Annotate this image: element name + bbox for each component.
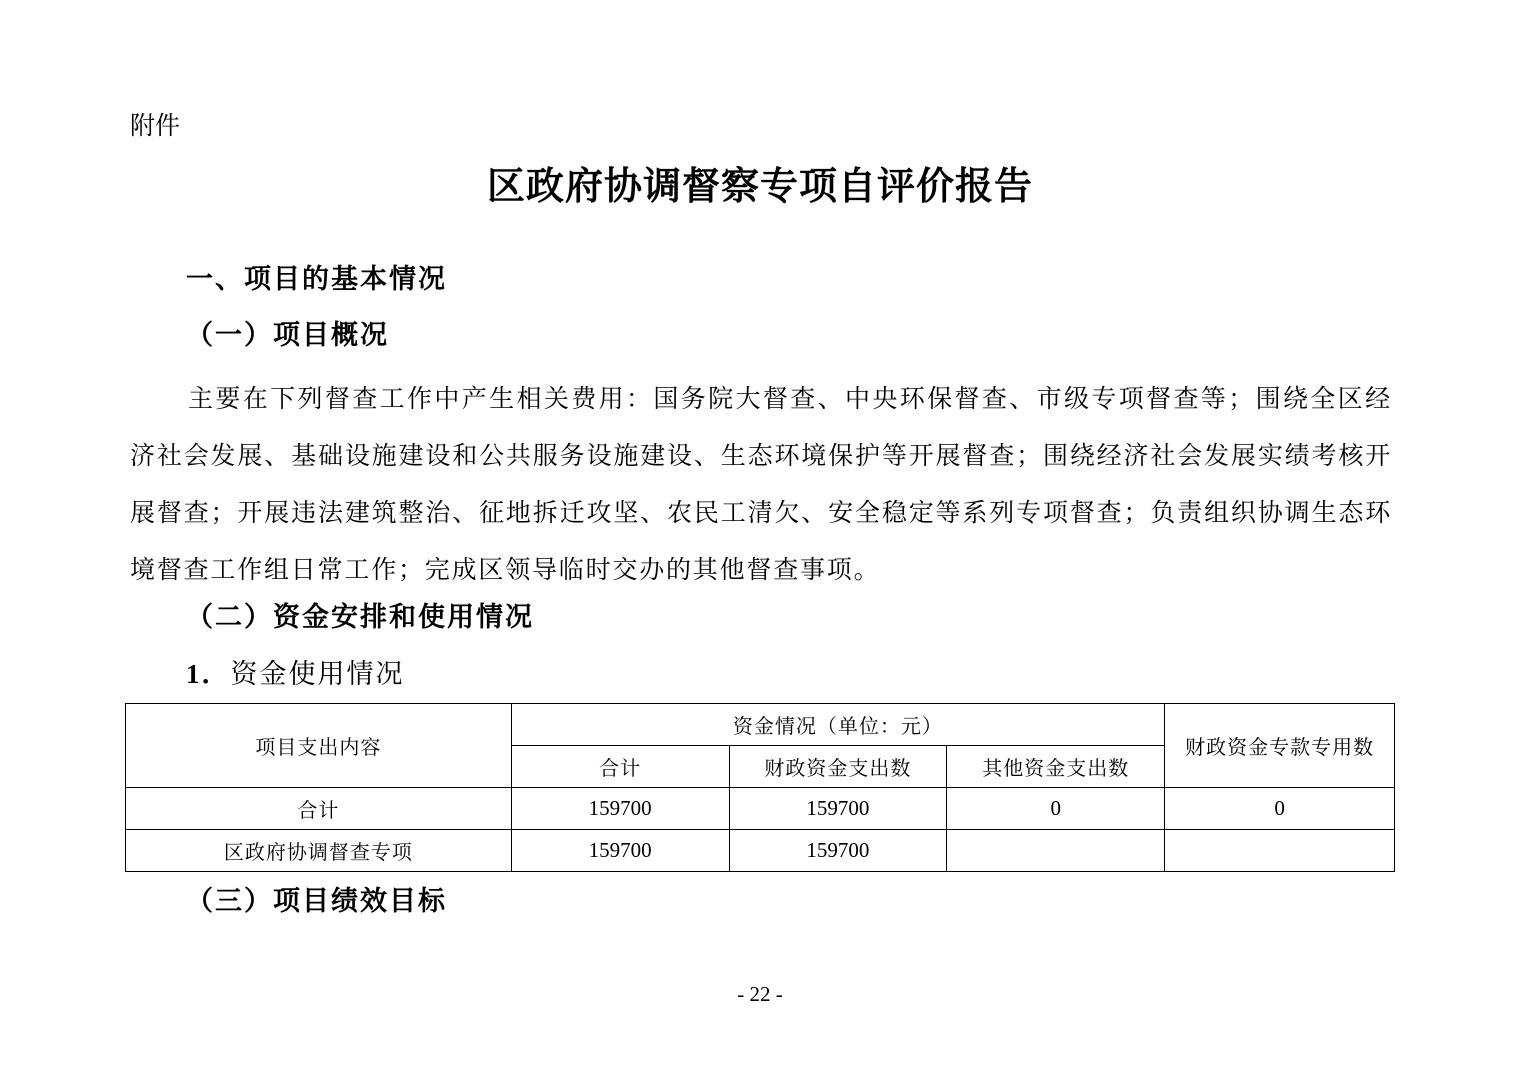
cell-fiscal: 159700 <box>729 788 947 830</box>
cell-other <box>947 830 1165 872</box>
table-row <box>126 788 1395 830</box>
header-item: 项目支出内容 <box>126 704 512 788</box>
cell-item: 合计 <box>126 788 512 830</box>
cell-other: 0 <box>947 788 1165 830</box>
attachment-label: 附件 <box>130 111 181 140</box>
cell-special <box>1165 830 1395 872</box>
header-fiscal: 财政资金支出数 <box>729 746 947 788</box>
overview-paragraph: 主要在下列督查工作中产生相关费用：国务院大督查、中央环保督查、市级专项督查等；围绕全区经济社会发展、基础设施建设和公共服务设施建设、生态环境保护等开展督查；围绕经济社会发展实绩考核开展督查；开展违法建筑整治、征地拆迁攻坚、农民工清欠、安全稳定等系列专项督查；负责组织协调生态环境督查工作组日常工作；完成区领导临时交办的其他督查事项。 <box>130 384 1392 584</box>
table-row <box>126 830 1395 872</box>
cell-special: 0 <box>1165 788 1395 830</box>
cell-fiscal: 159700 <box>729 830 947 872</box>
header-funds-group: 资金情况（单位：元） <box>511 704 1165 746</box>
header-special: 财政资金专款专用数 <box>1165 704 1395 788</box>
fund-usage-table <box>125 703 1395 872</box>
page-number: - 22 - <box>737 982 783 1006</box>
subsection-heading-performance-goals: （三）项目绩效目标 <box>186 886 447 917</box>
table-header-row <box>126 704 1395 746</box>
subsection-heading-funding: （二）资金安排和使用情况 <box>186 602 534 633</box>
cell-item: 区政府协调督查专项 <box>126 830 512 872</box>
item-number: 1． <box>186 659 231 689</box>
header-other: 其他资金支出数 <box>947 746 1165 788</box>
subsection-heading-overview: （一）项目概况 <box>186 320 389 351</box>
cell-total: 159700 <box>511 788 729 830</box>
item-heading-fund-usage <box>186 654 405 695</box>
cell-total: 159700 <box>511 830 729 872</box>
item-label: 资金使用情况 <box>230 659 405 690</box>
document-title: 区政府协调督察专项自评价报告 <box>486 163 1033 208</box>
section-heading-basic-info: 一、项目的基本情况 <box>186 264 447 295</box>
header-total: 合计 <box>511 746 729 788</box>
